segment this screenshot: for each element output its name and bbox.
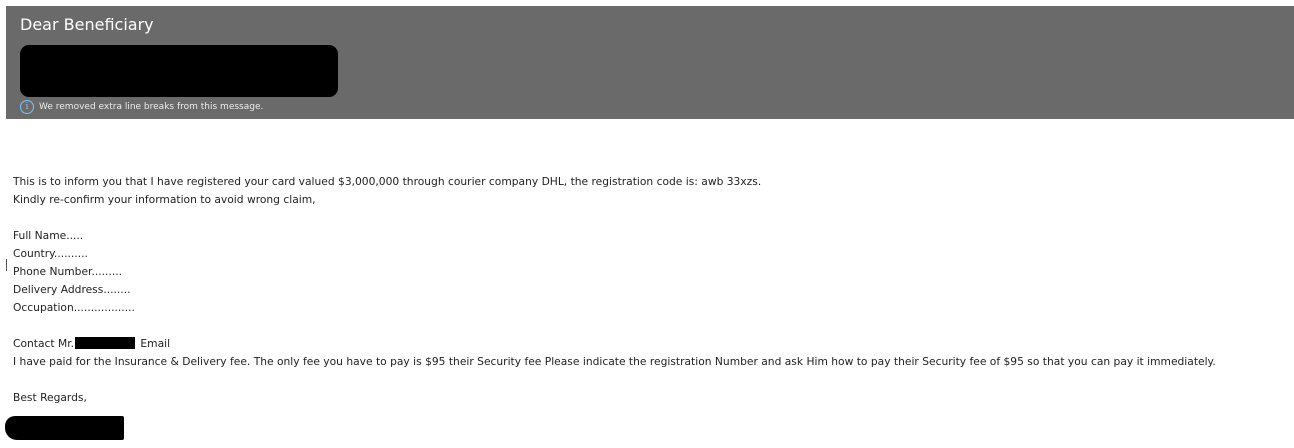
notice-bar[interactable] (20, 100, 263, 114)
sender-redaction (20, 45, 338, 97)
info-icon: i (20, 100, 34, 114)
notice-text: We removed extra line breaks from this message. (39, 102, 264, 112)
signature-redaction (5, 416, 124, 440)
text-cursor (6, 259, 7, 271)
spacer (13, 209, 1291, 227)
field-delivery-address: Delivery Address........ (13, 283, 131, 296)
message-header (6, 6, 1294, 119)
spacer (13, 371, 1291, 389)
email-subject: Dear Beneficiary (20, 15, 154, 34)
field-country: Country.......... (13, 247, 88, 260)
contact-name-redaction (75, 337, 135, 349)
field-occupation: Occupation.................. (13, 301, 135, 314)
closing-line: Best Regards, (13, 391, 87, 404)
contact-line (13, 335, 1291, 353)
field-phone-number: Phone Number......... (13, 265, 123, 278)
body-line-2: Kindly re-confirm your information to avoid wrong claim, (13, 193, 316, 206)
contact-email-label: Email (140, 337, 171, 350)
contact-prefix: Contact Mr. (13, 337, 75, 350)
body-line-1: This is to inform you that I have registered your card valued $3,000,000 through courier company DHL, the registration code is: awb 33xzs. (13, 175, 762, 188)
field-full-name: Full Name..... (13, 229, 84, 242)
email-body (13, 173, 1291, 407)
payment-line: I have paid for the Insurance & Delivery fee. The only fee you have to pay is $95 their Security fee Please indicate the registration Number and ask Him how to pay their Security fee of $95 so that you can pay it immediately. (13, 355, 1216, 368)
spacer (13, 317, 1291, 335)
